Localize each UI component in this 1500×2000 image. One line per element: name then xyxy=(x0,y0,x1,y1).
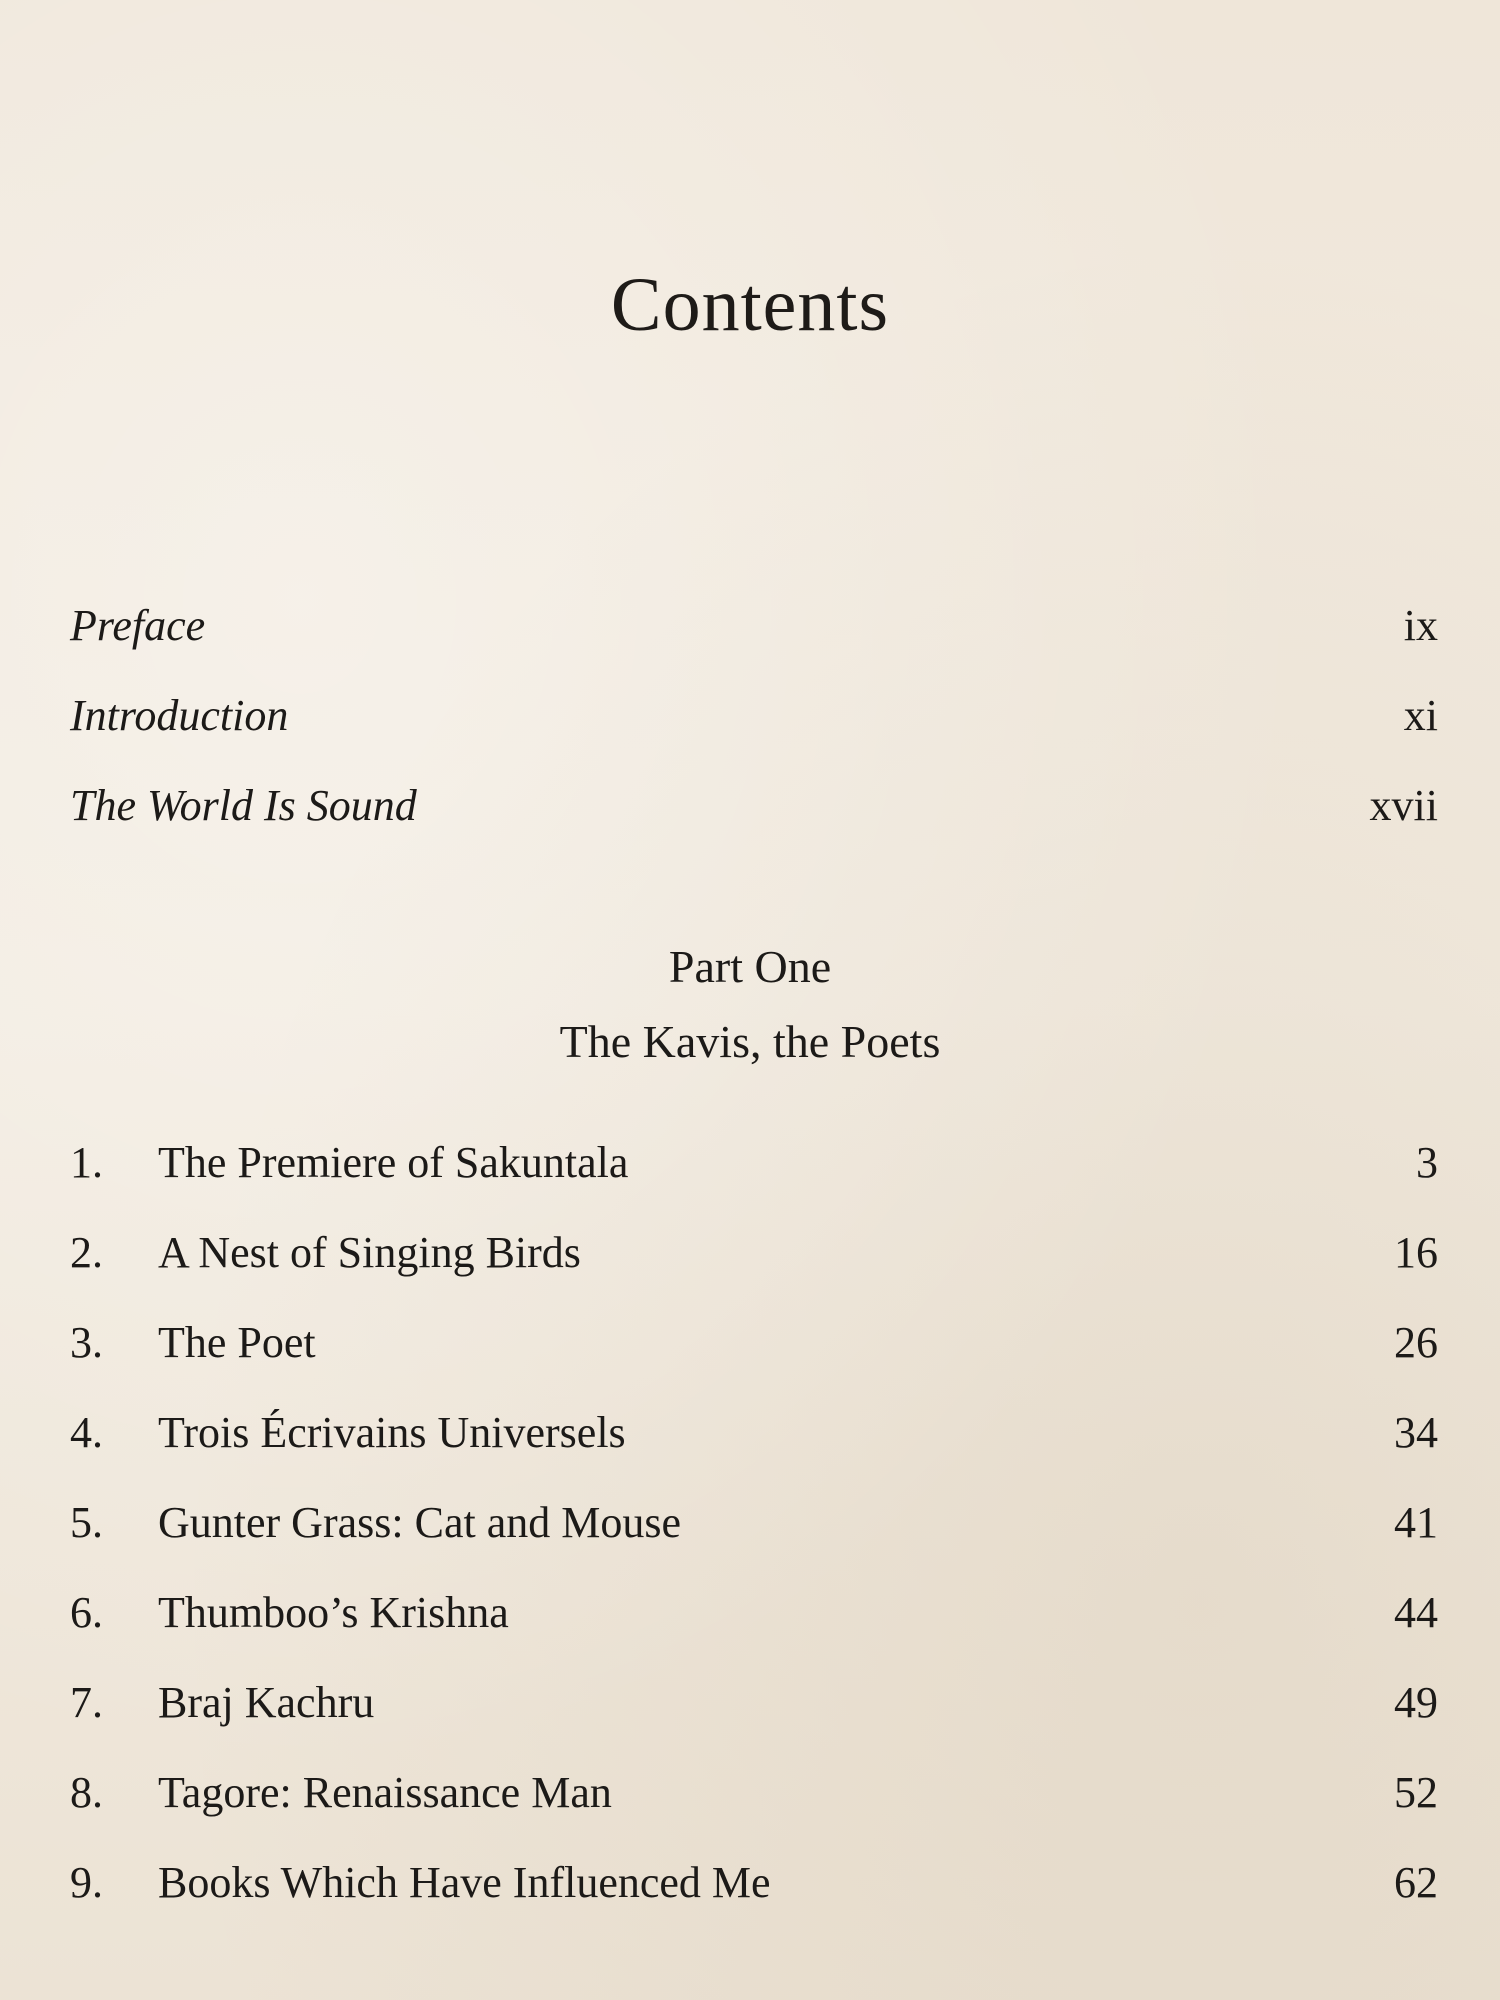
chapter-page: 3 xyxy=(1416,1138,1438,1187)
chapter-title: Trois Écrivains Universels xyxy=(158,1408,626,1457)
front-matter-page: ix xyxy=(1403,601,1438,650)
chapter-page: 41 xyxy=(1394,1498,1438,1547)
chapter-row xyxy=(70,1137,1438,1207)
chapter-title: Books Which Have Influenced Me xyxy=(158,1858,771,1907)
front-matter-row xyxy=(70,600,1438,670)
chapter-title: A Nest of Singing Birds xyxy=(158,1228,581,1277)
chapter-number: 6. xyxy=(70,1588,103,1637)
chapter-number: 9. xyxy=(70,1858,103,1907)
chapter-row xyxy=(70,1767,1438,1837)
chapter-number: 3. xyxy=(70,1318,103,1367)
chapter-row xyxy=(70,1677,1438,1747)
chapter-page: 49 xyxy=(1394,1678,1438,1727)
chapter-page: 44 xyxy=(1394,1588,1438,1637)
chapter-title: The Premiere of Sakuntala xyxy=(158,1138,629,1187)
part-number: Part One xyxy=(668,941,832,992)
chapter-page: 16 xyxy=(1394,1228,1438,1277)
chapter-title: Gunter Grass: Cat and Mouse xyxy=(158,1498,682,1547)
chapter-title: The Poet xyxy=(158,1318,316,1367)
front-matter-title: Introduction xyxy=(70,691,289,740)
chapter-number: 7. xyxy=(70,1678,103,1727)
chapter-row xyxy=(70,1227,1438,1297)
chapter-row xyxy=(70,1587,1438,1657)
front-matter-page: xi xyxy=(1403,691,1438,740)
chapter-page: 34 xyxy=(1394,1408,1438,1457)
chapter-number: 5. xyxy=(70,1498,103,1547)
chapter-title: Braj Kachru xyxy=(158,1678,375,1727)
chapter-row xyxy=(70,1407,1438,1477)
chapter-number: 2. xyxy=(70,1228,103,1277)
page-title: Contents xyxy=(610,263,890,347)
chapter-row xyxy=(70,1857,1438,1927)
chapter-title: Thumboo’s Krishna xyxy=(158,1588,509,1637)
chapter-number: 1. xyxy=(70,1138,103,1187)
chapter-page: 26 xyxy=(1394,1318,1438,1367)
chapter-row xyxy=(70,1497,1438,1567)
front-matter-title: The World Is Sound xyxy=(70,781,417,830)
front-matter-row xyxy=(70,690,1438,760)
chapter-number: 4. xyxy=(70,1408,103,1457)
front-matter-title: Preface xyxy=(70,601,206,650)
front-matter-row xyxy=(70,780,1438,850)
chapter-page: 62 xyxy=(1394,1858,1438,1907)
front-matter-page: xvii xyxy=(1369,781,1438,830)
part-subtitle: The Kavis, the Poets xyxy=(559,1016,941,1067)
chapter-page: 52 xyxy=(1394,1768,1438,1817)
chapter-title: Tagore: Renaissance Man xyxy=(158,1768,612,1817)
chapter-row xyxy=(70,1317,1438,1387)
chapter-number: 8. xyxy=(70,1768,103,1817)
